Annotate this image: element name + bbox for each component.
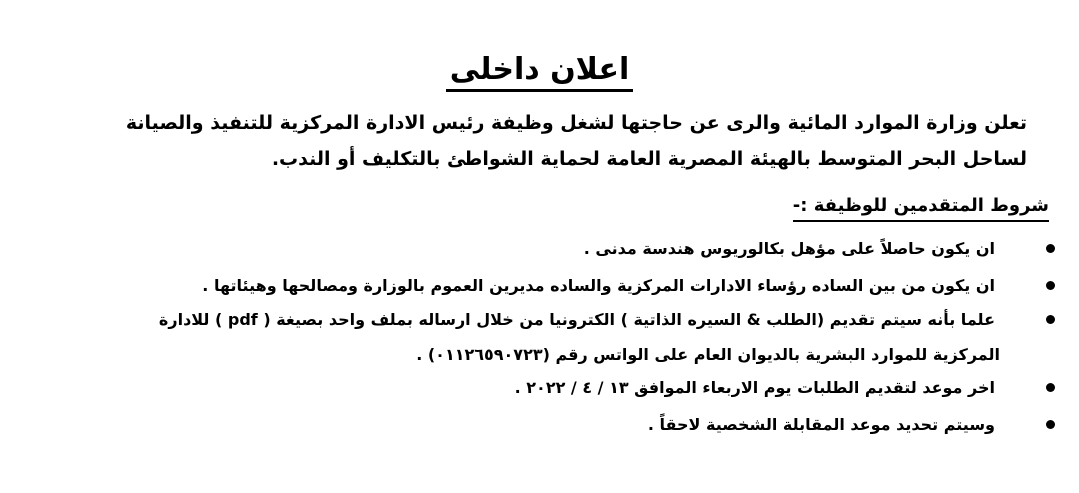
conditions-heading: شروط المتقدمين للوظيفة :-: [793, 192, 1049, 222]
list-item: [15, 374, 1055, 402]
bullet-dot-icon: [1046, 281, 1055, 290]
bullet-dot-icon: [1046, 383, 1055, 392]
list-item-text: ان يكون من بين الساده رؤساء الادارات المركزية والساده مديرين العموم بالوزارة ومصالحها وهيئاتها .: [202, 276, 995, 295]
bullet-dot-icon: [1046, 315, 1055, 324]
announcement-title-text: اعلان داخلى: [446, 52, 634, 92]
list-item: [15, 306, 1055, 334]
list-item-text: ان يكون حاصلاً على مؤهل بكالوريوس هندسة مدنى .: [583, 239, 995, 258]
list-item: [15, 411, 1055, 439]
intro-line-2: لساحل البحر المتوسط بالهيئة المصرية العامة لحماية الشواطئ بالتكليف أو الندب.: [271, 148, 1027, 170]
submission-text-line-1: علما بأنه سيتم تقديم (الطلب & السيره الذاتية ) الكترونيا من خلال ارساله بملف واحد بصيغة ( pdf ) للادارة: [158, 310, 995, 329]
list-item: [15, 235, 1055, 263]
announcement-title: [0, 50, 1079, 90]
submission-text-line-2: المركزية للموارد البشرية بالديوان العام على الواتس رقم (٠١١٢٦٥٩٠٧٢٣) .: [416, 345, 1000, 364]
deadline-text: اخر موعد لتقديم الطلبات يوم الاربعاء الموافق ١٣ / ٤ / ٢٠٢٢ .: [514, 378, 995, 397]
list-item-continuation: [15, 341, 1055, 369]
list-item: [15, 272, 1055, 300]
intro-line-1: تعلن وزارة الموارد المائية والرى عن حاجتها لشغل وظيفة رئيس الادارة المركزية للتنفيذ والصيانة: [125, 112, 1027, 134]
bullet-dot-icon: [1046, 420, 1055, 429]
bullet-dot-icon: [1046, 244, 1055, 253]
interview-text: وسيتم تحديد موعد المقابلة الشخصية لاحقاً .: [647, 415, 995, 434]
